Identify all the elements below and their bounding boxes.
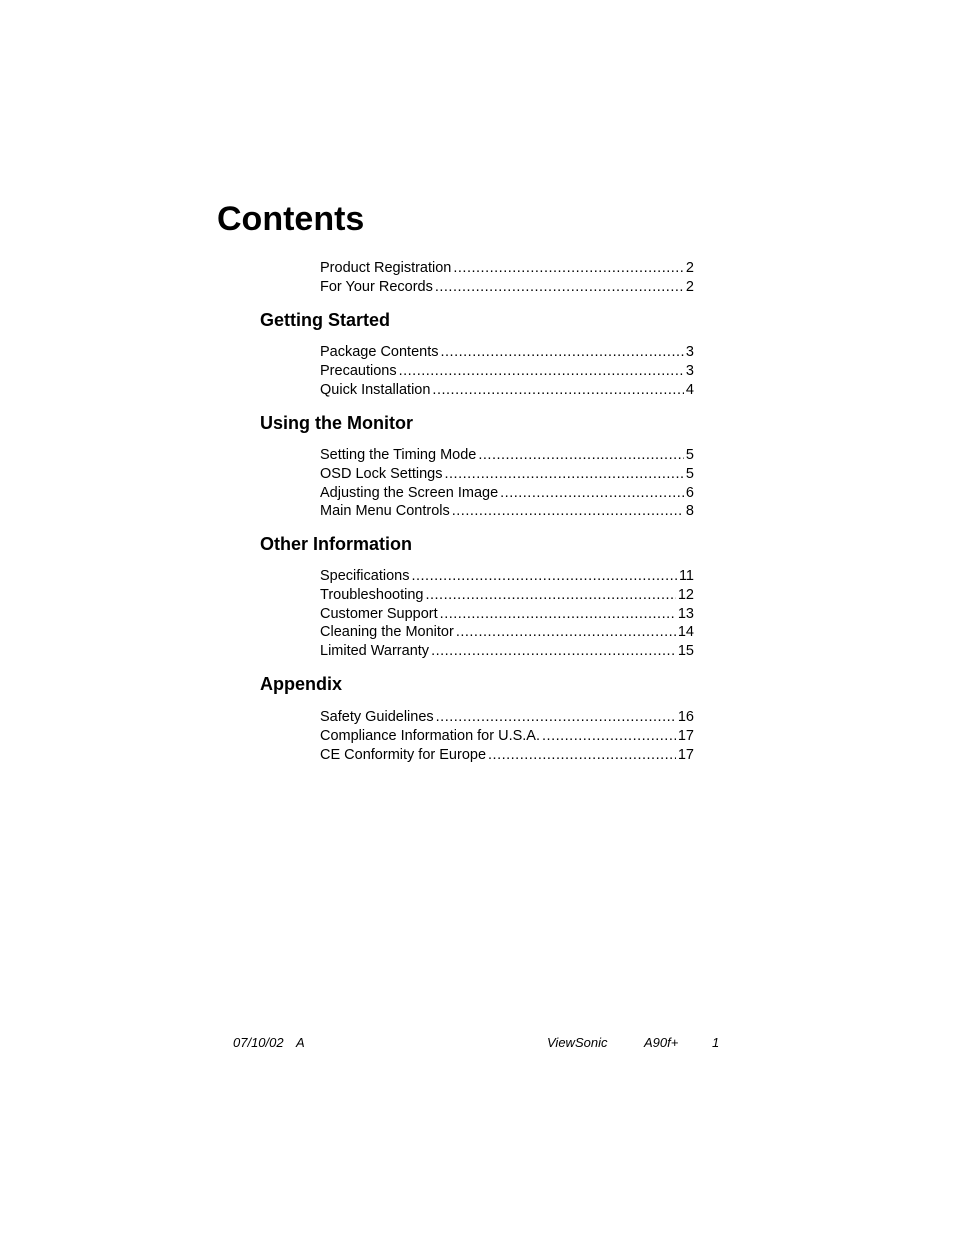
footer-revision: A (296, 1035, 305, 1050)
toc-entry-page: 8 (685, 503, 694, 520)
toc-entry-page: 2 (685, 260, 694, 276)
toc-leader-dots (453, 259, 684, 278)
toc-section-list (320, 708, 694, 764)
toc-leader-dots (411, 567, 676, 586)
toc-entry-page: 16 (677, 709, 694, 725)
toc-leader-dots (435, 278, 684, 297)
toc-leader-dots (445, 465, 684, 484)
toc-entry-precautions[interactable] (320, 362, 694, 381)
toc-entry-page: 5 (685, 447, 694, 463)
toc-entry-label: Cleaning the Monitor (320, 624, 454, 641)
toc-entry-label: Precautions (320, 362, 397, 379)
toc-entry-ce-conformity[interactable] (320, 746, 694, 765)
toc-leader-dots (399, 362, 684, 381)
section-heading-other-information: Other Information (260, 534, 412, 554)
toc-entry-label: Customer Support (320, 605, 438, 622)
toc-entry-page: 17 (677, 727, 694, 744)
toc-leader-dots (425, 586, 675, 605)
toc-entry-osd-lock-settings[interactable] (320, 465, 694, 484)
toc-leader-dots (432, 381, 684, 400)
toc-entry-label: Specifications (320, 568, 410, 584)
toc-entry-page: 13 (677, 605, 694, 622)
toc-entry-label: Limited Warranty (320, 643, 430, 660)
toc-leader-dots (431, 642, 676, 661)
toc-entry-cleaning-monitor[interactable] (320, 623, 694, 642)
toc-entry-page: 3 (685, 344, 694, 360)
toc-entry-for-your-records[interactable] (320, 278, 694, 297)
toc-entry-page: 4 (685, 381, 694, 398)
footer-model: A90f+ (644, 1035, 679, 1050)
section-heading-appendix: Appendix (260, 674, 343, 694)
toc-entry-main-menu-controls[interactable] (320, 502, 694, 521)
toc-entry-quick-installation[interactable] (320, 381, 694, 400)
toc-entry-customer-support[interactable] (320, 605, 694, 624)
toc-entry-page: 14 (677, 624, 694, 641)
toc-leader-dots (452, 502, 684, 521)
toc-entry-page: 3 (685, 362, 694, 379)
toc-entry-page: 2 (685, 278, 694, 295)
toc-leader-dots (488, 746, 676, 765)
footer-date: 07/10/02 (233, 1035, 284, 1050)
toc-entry-product-registration[interactable] (320, 259, 694, 278)
toc-entry-label: Compliance Information for U.S.A. (320, 727, 541, 744)
toc-entry-label: Safety Guidelines (320, 709, 434, 725)
toc-leader-dots (456, 623, 676, 642)
toc-entry-page: 15 (677, 643, 694, 660)
toc-intro-list (320, 259, 694, 297)
toc-leader-dots (542, 727, 676, 746)
toc-entry-page: 17 (677, 746, 694, 763)
toc-entry-label: Troubleshooting (320, 586, 424, 603)
footer-page-number: 1 (712, 1035, 720, 1050)
toc-entry-adjusting-screen-image[interactable] (320, 484, 694, 503)
toc-entry-label: Quick Installation (320, 381, 431, 398)
section-heading-getting-started: Getting Started (260, 310, 391, 330)
footer-brand: ViewSonic (547, 1035, 608, 1050)
toc-entry-label: Main Menu Controls (320, 503, 450, 520)
toc-entry-label: For Your Records (320, 278, 433, 295)
page-title: Contents (217, 200, 365, 238)
toc-leader-dots (478, 446, 684, 465)
toc-entry-limited-warranty[interactable] (320, 642, 694, 661)
toc-entry-label: OSD Lock Settings (320, 465, 443, 482)
toc-entry-page: 12 (677, 586, 694, 603)
toc-entry-package-contents[interactable] (320, 343, 694, 362)
toc-entry-setting-timing-mode[interactable] (320, 446, 694, 465)
section-heading-using-the-monitor: Using the Monitor (260, 413, 413, 433)
toc-leader-dots (441, 343, 684, 362)
toc-entry-label: Product Registration (320, 260, 452, 276)
toc-leader-dots (500, 484, 684, 503)
toc-entry-page: 5 (685, 465, 694, 482)
toc-section-list (320, 343, 694, 399)
toc-entry-label: Adjusting the Screen Image (320, 484, 499, 501)
toc-entry-compliance-usa[interactable] (320, 727, 694, 746)
toc-entry-label: Package Contents (320, 344, 439, 360)
toc-entry-label: Setting the Timing Mode (320, 447, 477, 463)
toc-entry-safety-guidelines[interactable] (320, 708, 694, 727)
toc-entry-page: 6 (685, 484, 694, 501)
toc-entry-specifications[interactable] (320, 567, 694, 586)
toc-entry-troubleshooting[interactable] (320, 586, 694, 605)
toc-entry-page: 11 (678, 568, 694, 584)
toc-entry-label: CE Conformity for Europe (320, 746, 487, 763)
toc-leader-dots (436, 708, 676, 727)
toc-leader-dots (440, 605, 676, 624)
toc-section-list (320, 567, 694, 661)
toc-section-list (320, 446, 694, 521)
